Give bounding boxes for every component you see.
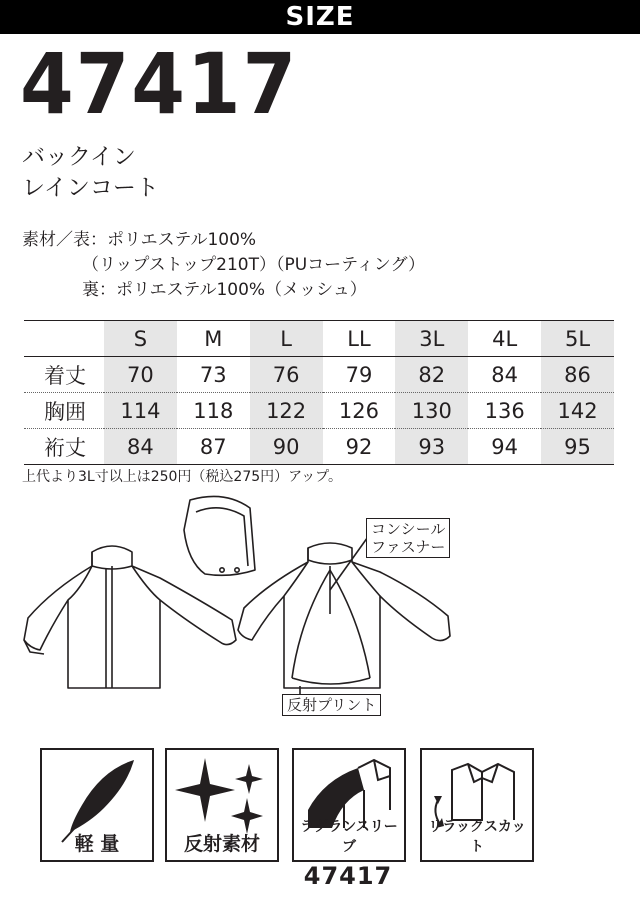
feature-label: ラグランスリーブ [300, 819, 398, 855]
feature-label: 軽 量 [74, 833, 120, 855]
feature-label: 反射素材 [183, 833, 260, 855]
size-col-header: LL [323, 321, 396, 357]
zipper-callout-line2: ファスナー [371, 538, 446, 556]
size-header-corner [24, 321, 104, 357]
hood-drawing [184, 496, 255, 575]
table-cell: 92 [323, 429, 396, 465]
table-cell: 86 [541, 357, 614, 393]
print-callout: 反射プリント [282, 694, 381, 716]
feature-raglan [292, 748, 406, 862]
table-cell: 130 [395, 393, 468, 429]
row-label: 胸囲 [24, 393, 104, 429]
material-line3: 裏：ポリエステル100%（メッシュ） [82, 280, 367, 300]
table-cell: 114 [104, 393, 177, 429]
table-row [24, 357, 614, 393]
table-cell: 142 [541, 393, 614, 429]
product-name-line2: レインコート [22, 175, 159, 201]
size-col-header: 3L [395, 321, 468, 357]
header-bar [0, 0, 640, 34]
feature-lightweight [40, 748, 154, 862]
feature-label: リラックスカット [428, 819, 526, 855]
header-title: SIZE [285, 2, 355, 32]
table-cell: 122 [250, 393, 323, 429]
footer-model-code: 47417 [303, 862, 393, 890]
size-col-header: M [177, 321, 250, 357]
table-cell: 126 [323, 393, 396, 429]
size-table [24, 320, 614, 465]
back-jacket-drawing [238, 543, 450, 688]
table-cell: 84 [468, 357, 541, 393]
material-line2: （リップストップ210T）（PUコーティング） [82, 255, 425, 275]
zipper-callout [366, 518, 450, 558]
garment-illustration [0, 490, 640, 720]
size-header-row [24, 321, 614, 357]
table-cell: 90 [250, 429, 323, 465]
table-cell: 84 [104, 429, 177, 465]
price-note: 上代より3L寸以上は250円（税込275円）アップ。 [22, 469, 343, 485]
table-cell: 136 [468, 393, 541, 429]
zipper-callout-line1: コンシール [371, 520, 446, 538]
table-cell: 82 [395, 357, 468, 393]
table-cell: 87 [177, 429, 250, 465]
table-cell: 73 [177, 357, 250, 393]
feature-relax-cut [420, 748, 534, 862]
size-col-header: 5L [541, 321, 614, 357]
size-col-header: S [104, 321, 177, 357]
table-cell: 79 [323, 357, 396, 393]
table-cell: 70 [104, 357, 177, 393]
product-name-line1: バックイン [22, 144, 136, 170]
size-col-header: L [250, 321, 323, 357]
table-cell: 94 [468, 429, 541, 465]
table-cell: 95 [541, 429, 614, 465]
table-cell: 118 [177, 393, 250, 429]
size-col-header: 4L [468, 321, 541, 357]
row-label: 裄丈 [24, 429, 104, 465]
material-line1: 素材／表：ポリエステル100% [22, 230, 257, 250]
feature-reflective [165, 748, 279, 862]
table-cell: 93 [395, 429, 468, 465]
row-label: 着丈 [24, 357, 104, 393]
table-row [24, 393, 614, 429]
model-number: 47417 [20, 35, 299, 133]
table-cell: 76 [250, 357, 323, 393]
table-row [24, 429, 614, 465]
